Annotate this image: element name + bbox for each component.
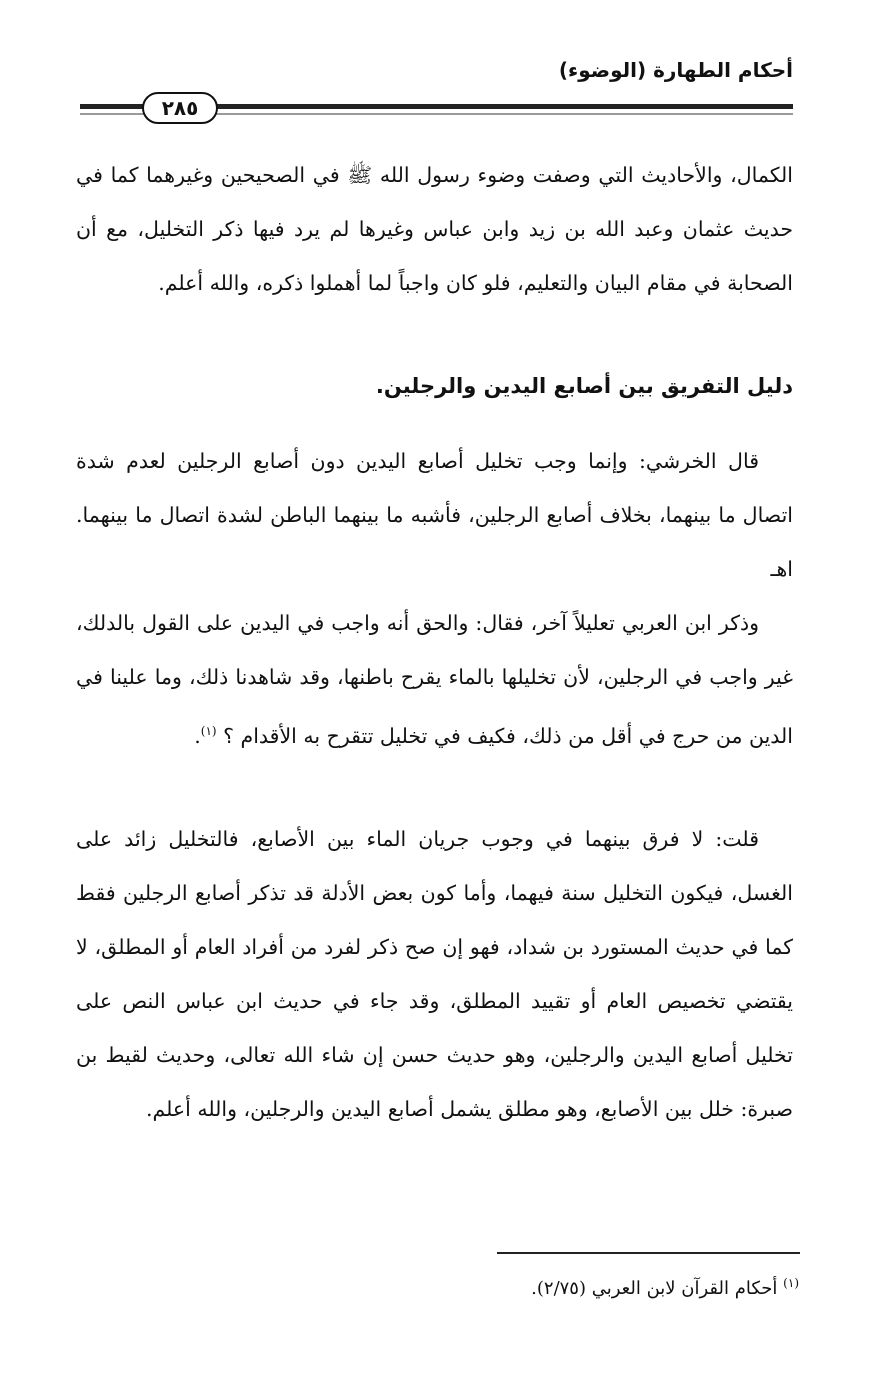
paragraph-ibn-arabi [76,596,793,763]
paragraph-author-opinion: قلت: لا فرق بينهما في وجوب جريان الماء بين الأصابع، فالتخليل زائد على الغسل، فيكون التخليل سنة فيهما، وأما كون بعض الأدلة قد تذكر أصابع الرجلين فقط كما في حديث المستورد بن شداد، فهو إن صح ذكر لفرد من أفراد العام أو المطلق، لا يقتضي تخصيص العام أو تقييد المطلق، وقد جاء في حديث ابن عباس النص على تخليل أصابع اليدين والرجلين، وهو حديث حسن إن شاء الله تعالى، وحديث لقيط بن صبرة: خلل بين الأصابع، وهو مطلق يشمل أصابع اليدين والرجلين، والله أعلم. [76,827,793,1121]
paragraph-ibn-arabi-end: . [194,723,201,748]
page-number: ٢٨٥ [142,92,218,124]
paragraph-kharashi: قال الخرشي: وإنما وجب تخليل أصابع اليدين دون أصابع الرجلين لعدم شدة اتصال ما بينهما، بخلاف أصابع الرجلين، فأشبه ما بينهما الباطن لشدة اتصال ما بينهما. اهـ [76,449,793,581]
footnote-rule [497,1252,800,1254]
footnote [531,1276,799,1299]
paragraph-ibn-arabi-text: وذكر ابن العربي تعليلاً آخر، فقال: والحق أنه واجب في اليدين على القول بالدلك، غير واجب في الرجلين، لأن تخليلها بالماء يقرح باطنها، وقد شاهدنا ذلك، وما علينا في الدين من حرج في أقل من ذلك، فكيف في تخليل تتقرح به الأقدام ؟ [76,611,793,748]
footnote-reference[interactable]: (١) [200,724,217,738]
section-heading: دليل التفريق بين أصابع اليدين والرجلين. [375,374,793,398]
running-title: أحكام الطهارة (الوضوء) [558,58,793,82]
footnote-marker: (١) [783,1276,799,1290]
paragraph-continuation: الكمال، والأحاديث التي وصفت وضوء رسول الله ﷺ في الصحيحين وغيرهما كما في حديث عثمان وعبد الله بن زيد وابن عباس وغيرها لم يرد فيها ذكر التخليل، مع أن الصحابة في مقام البيان والتعليم، فلو كان واجباً لما أهملوا ذكره، والله أعلم. [76,163,793,295]
footnote-text: أحكام القرآن لابن العربي (٢/٧٥). [531,1278,778,1299]
